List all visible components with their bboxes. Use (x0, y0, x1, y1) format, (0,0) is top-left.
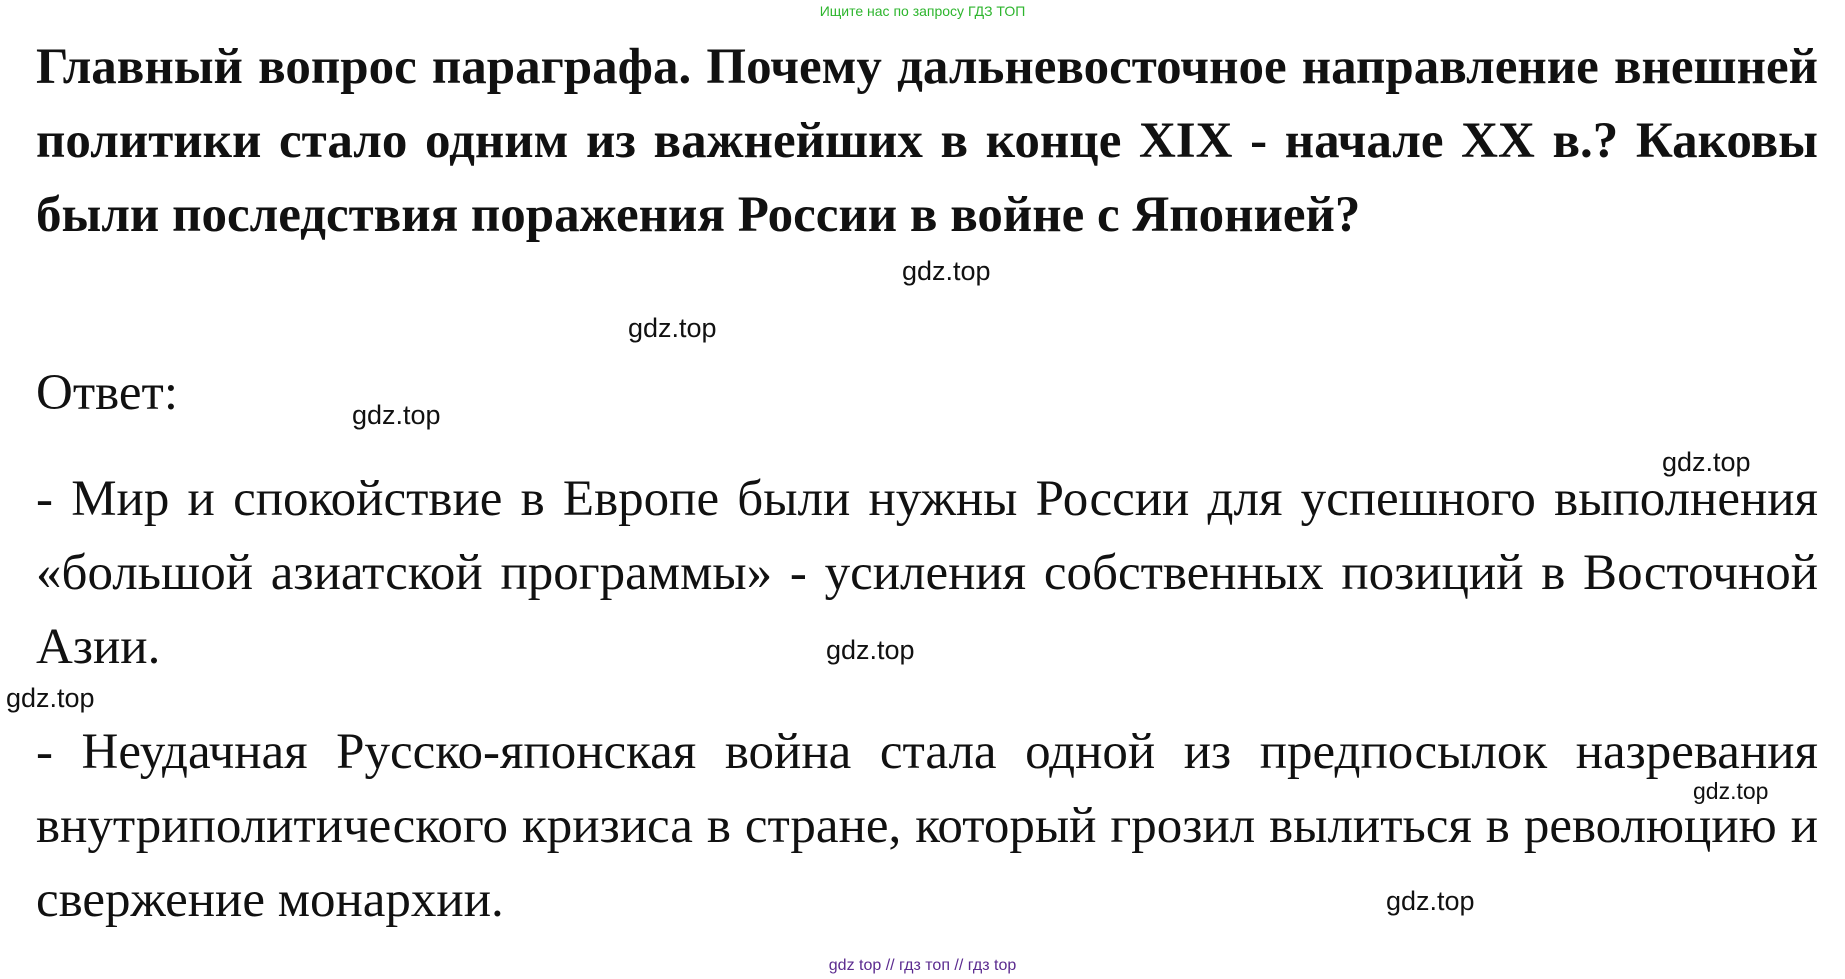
question-heading: Главный вопрос параграфа. Почему дальневосточное направление внешней политики стало одним из важнейших в конце XIX - начале XX в.? Каковы были последствия поражения России в войне с Японией? (36, 39, 1818, 243)
watermark: gdz.top (1386, 886, 1475, 916)
watermark: gdz.top (1693, 778, 1769, 804)
answer-paragraph-1: - Мир и спокойствие в Европе были нужны России для успешного выполнения «большой азиатской программы» - усиления собственных позиций в Восточной Азии. (36, 471, 1818, 675)
answer-label: Ответ: (36, 365, 178, 421)
footer-links: gdz top // гдз топ // гдз top (828, 957, 1017, 974)
answer-paragraph-2: - Неудачная Русско-японская война стала одной из предпосылок назревания внутриполитического кризиса в стране, который грозил вылиться в революцию и свержение монархии. (36, 724, 1818, 928)
watermark: gdz.top (1662, 447, 1751, 477)
watermark: gdz.top (352, 400, 441, 430)
watermark: gdz.top (902, 256, 991, 286)
search-hint: Ищите нас по запросу ГДЗ ТОП (819, 3, 1026, 19)
watermark: gdz.top (826, 635, 915, 665)
watermark: gdz.top (628, 313, 717, 343)
watermark: gdz.top (6, 683, 95, 713)
